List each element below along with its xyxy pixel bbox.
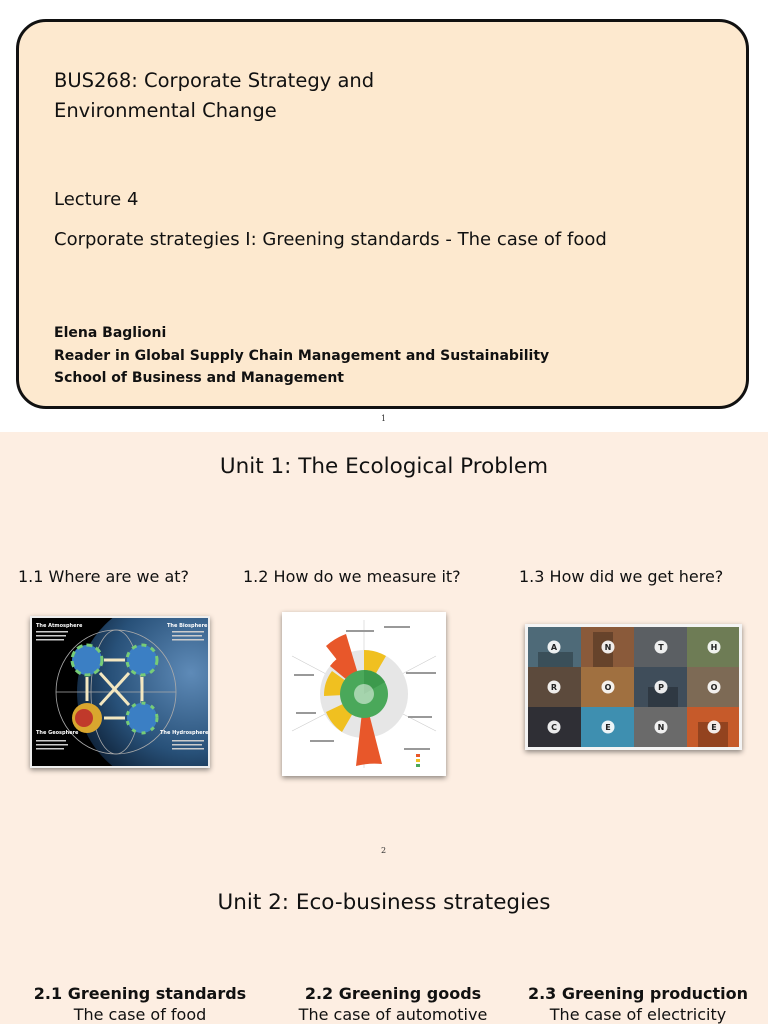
collage-letter: N [604, 643, 612, 652]
subtopic-1-3: 1.3 How did we get here? [519, 567, 724, 586]
strategy-column-2-2 [278, 984, 508, 1024]
planetary-boundaries-graphic [286, 616, 442, 772]
course-title [54, 66, 374, 126]
collage-letter: T [658, 643, 664, 652]
collage-letter: O [604, 683, 612, 692]
anthropocene-collage-graphic [528, 627, 739, 747]
page-number: 2 [381, 846, 387, 855]
collage-letter: H [710, 643, 718, 652]
author-school: School of Business and Management [54, 370, 344, 386]
slide-2 [0, 432, 768, 864]
collage-letter: N [657, 723, 665, 732]
slide-3 [0, 864, 768, 1024]
slide-heading: Unit 1: The Ecological Problem [219, 454, 549, 479]
strategy-title: 2.3 Greening production [527, 984, 749, 1003]
earth-systems-graphic [32, 618, 208, 766]
collage-letter: P [658, 683, 664, 692]
lecture-number: Lecture 4 [54, 189, 139, 210]
author-role: Reader in Global Supply Chain Management and Sustainability [54, 347, 550, 364]
strategy-case: The case of electricity [549, 1005, 727, 1024]
label-hydrosphere: The Hydrosphere [160, 730, 208, 736]
collage-letter: E [711, 723, 717, 732]
course-title-line-2: Environmental Change [54, 99, 277, 122]
label-geosphere: The Geosphere [36, 730, 79, 736]
lecture-subtitle: Corporate strategies I: Greening standards - The case of food [54, 229, 607, 250]
course-title-line-1: BUS268: Corporate Strategy and [54, 69, 375, 92]
strategy-title: 2.1 Greening standards [33, 984, 247, 1003]
page-number: 1 [381, 414, 387, 423]
strategy-case: The case of food [73, 1005, 207, 1024]
author-block [54, 322, 549, 390]
collage-letter: R [550, 683, 558, 692]
collage-letter: C [551, 723, 557, 732]
title-box [16, 19, 749, 409]
earth-systems-image [30, 616, 210, 768]
slide-heading: Unit 2: Eco-business strategies [217, 890, 551, 915]
planetary-boundaries-image [282, 612, 446, 776]
collage-letter: A [550, 643, 558, 652]
strategy-title: 2.2 Greening goods [304, 984, 482, 1003]
strategy-case: The case of automotive [298, 1005, 488, 1024]
label-biosphere: The Biosphere [167, 623, 208, 629]
label-atmosphere: The Atmosphere [36, 623, 83, 629]
strategy-column-2-3 [523, 984, 753, 1024]
subtopic-1-2: 1.2 How do we measure it? [243, 567, 461, 586]
collage-letter: E [605, 723, 611, 732]
collage-letter: O [710, 683, 718, 692]
slide-1 [0, 0, 768, 432]
subtopic-1-1: 1.1 Where are we at? [18, 567, 190, 586]
strategy-column-2-1 [25, 984, 255, 1024]
author-name: Elena Baglioni [54, 325, 167, 341]
anthropocene-collage-image [525, 624, 742, 750]
